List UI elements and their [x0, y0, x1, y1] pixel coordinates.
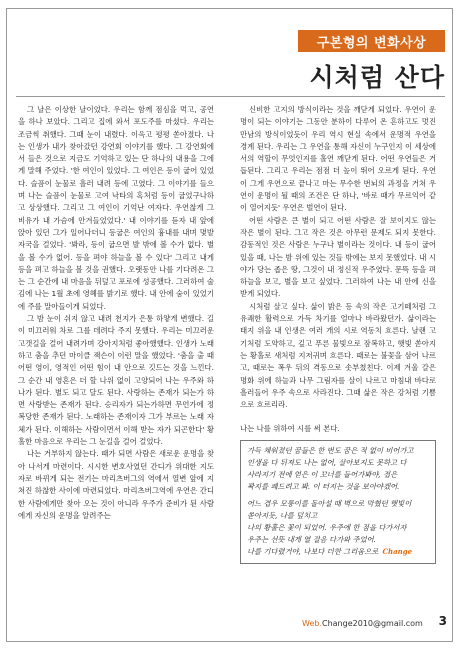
- footer-email[interactable]: [302, 619, 423, 628]
- poem-stanza: [247, 498, 429, 559]
- poem-line: 우주는 선뜻 내게 열 걸음 다가와 주었어.: [247, 535, 377, 545]
- right-column: [240, 104, 436, 564]
- body-paragraph: 어떤 사람은 큰 별이 되고 어떤 사람은 잘 보이지도 않는 작은 별이 된다. 그고 작은 것은 아무런 문제도 되지 못한다. 감동적인 것은 사람은 누구나 별이라는 것이다. 내 등이 굽어 있을 때, 나는 밤 위에 있는 것들 밖에는 보지 못했었다. 내 시야가 당는 좁은 땅, 그것이 내 정신적 우주였다. 문뜩 등을 펴 하늘을 보고, 별을 보고 싶었다. 그러하여 나는 내 안에 신을 받게 되었다.: [240, 215, 436, 299]
- poem-line: 쏟아지듯, 나를 덮치고: [247, 510, 318, 520]
- section-banner: [298, 30, 445, 52]
- email-address: Change2010@gmail.com: [321, 619, 423, 628]
- poem-line: [247, 546, 429, 558]
- poem-line: 꽉지를 쾌드려고 봐. 이 터지는 것을 보아야겠어.: [247, 482, 400, 492]
- change-logo: Change: [382, 547, 413, 557]
- poem-line: 인생을 다 뒤져도 나는 없어, 살아보지도 못하고 다: [247, 457, 407, 467]
- body-paragraph: 그 날은 이상한 날이었다. 우리는 함께 점심을 먹고, 공연을 하나 보았다. 그리고 집에 와서 포도주를 마셨다. 우리는 조금씩 취했다. 그때 눈이 내렸다. 이윽고 평평 쏟아졌다. 나는 인생가 내가 찾아갔던 강연회 이야기를 했다. 그 강연회에서 들은 것으로 지금도 기억하고 있는 단 하나의 내용을 그에게 말해 주었다. '한 여인이 있었다. 그 여인은 등이 굽어 있었다. 슬픔이 눈물로 흘러 내려 등에 고였다. 그 이야기를 들으며 나는 슬픔이 눈물로 고여 낙타의 혹처럼 등이 굽었구나하고 상상했다. 그리고 그 여인이 기억난 여자다. 우연찮게 그 비유가 내 가슴에 안겨들었었다.' 내 이야기를 듣자 내 앞에 앉아 있던 그가 일어나더니 등굽은 여인의 흉내를 내며 몇발자국을 걸었다. '봐라, 등이 굽으면 발 밖에 볼 수가 없다. 별을 볼 수가 없어. 등을 펴야 하늘을 볼 수 있다' 그리고 내게 등을 펴고 하늘을 볼 것을 권했다. 오랫동안 나를 기다려온 그는 그 순간에 내 마음을 뒤덮고 포로에 성공했다. 그러하여 술김에 나는 1월 초에 영혜를 밝기로 했다. 내 안에 숨이 있었기에 주를 말아들이게 되었다.: [18, 105, 214, 311]
- left-column: [18, 104, 214, 522]
- body-paragraph: 나는 거부하지 않는다. 때가 되면 사람은 새로운 운명을 찾아 나서게 마련이다. 시시한 변호사였던 간디가 위대한 지도자로 바뀌게 되는 전기는 마리츠버그의 역에서 열변 앞에 지쳐진 하찮한 사이에 마련되었다. 마리츠버그역에 우연은 간디 한 사람에게만 찾아 오는 것이 아니라 우주가 준비가 된 사람에게 자신의 운명을 알려주는: [18, 449, 214, 520]
- poem-last-line: 나를 기다렸거야, 나보다 더한 그리움으로: [247, 547, 379, 557]
- page-number: 3: [438, 614, 447, 628]
- poem-line: 나의 황홀은 꽃이 되었어. 우주에 한 점을 다가서자: [247, 522, 407, 532]
- poem-line: 어느 겹우 모퉁이를 돌아설 때 벽으로 막혔던 햇빛이: [247, 498, 412, 508]
- body-paragraph: 시처럼 살고 싶다. 삶이 밝은 등 속의 작은 고기떼처럼 그 유쾌한 활력으로 가득 차기를 얼마나 바라왔던가. 삶이라는 태지 위을 내 인생은 여러 개의 시로 역동치 흐른다. 날랜 고기처럼 도약하고, 깊고 푸른 물빛으로 잠복하고, 햇빛 쏟아지는 황홀로 새처럼 지저귀며 흐른다. 때로는 불꽃을 삼어 나르고, 때로는 폭우 뒤의 격동으로 솟부쳤친다. 이제 겨울 갈은 명화 위에 하늘과 나무 그림자를 살이 나르고 마침내 바다로 흘러들어 우주 속으로 사라진다. 그때 삶은 작은 강처럼 기쁨으로 흐르리라.: [240, 301, 436, 410]
- poem-line: 사라지기 전에 얻은 이 꼬너를 들어가봐야, 접은: [247, 470, 398, 480]
- section-label: 구본형의 변화사상: [316, 35, 427, 51]
- body-paragraph: 그 밤 눈이 쉬지 않고 내려 천지가 은통 하얗게 변했다. 길이 미끄러워 차로 그를 데려다 주지 못했다. 우리는 미끄러운 고갯길을 걸어 내려가며 강아지처럼 좋아했했다. 인생가 노래하고 춤을 추던 마이클 잭슨이 이런 말을 했었다. '춤을 출 때 어떤 영이, 영적인 어떤 힘이 내 안으로 깃드는 것을 느낀다. 그 순간 내 영혼은 더 할 나위 없이 고양되어 나는 우주와 하나가 된다. 별도 되고 달도 된다. 사랑하는 존재가 되는가 하면 사랑받는 존재가 된다. 승리자가 되는가하면 무언가에 정복당한 존재가 된다. 노래하는 존재이자 그가 부르는 노래 자체가 된다. 이해하는 사람이면서 이해 받는 자가 되곤한다' 황홀한 마음으로 우리는 그 눈길을 걸어 걸었다.: [18, 314, 214, 447]
- poem-line: 가득 채워졌던 꿈들은 한 번도 꿈은 적 없이 비어가고: [247, 445, 414, 455]
- title-divider: [16, 96, 445, 97]
- poem-box: [240, 440, 436, 564]
- poem-intro: 나는 나를 위하여 시를 써 본다.: [240, 424, 340, 434]
- email-prefix: Web.: [302, 619, 322, 628]
- body-paragraph: 신비한 고지의 방식이라는 것을 깨닫게 되었다. 우연이 운명이 되는 이야기는 그동안 분하이 다루어 온 흔하고도 멋진 만남의 방식이었듯이 우리 역시 현실 속에서 운명적 우연을 경계 된다. 우리는 그 우연을 통해 자신이 누구인지 이 세상에서의 역할이 무엇인지를 홀연 깨닫게 된다. 어떤 우연들은 거듭된다. 그리고 우리는 점점 더 높이 뛰어 오르게 된다. 우연이 그게 우연으로 끝나고 마는 무수한 번뇌의 과정을 거쳐 우연이 운명이 될 때의 조건은 단 하나, '바로 때가 무르익어 같이 열어지듯' 우연은 벌연이 된다.: [240, 105, 436, 213]
- poem-stanza: [247, 445, 429, 494]
- page-title: 시처럼 산다: [309, 63, 445, 92]
